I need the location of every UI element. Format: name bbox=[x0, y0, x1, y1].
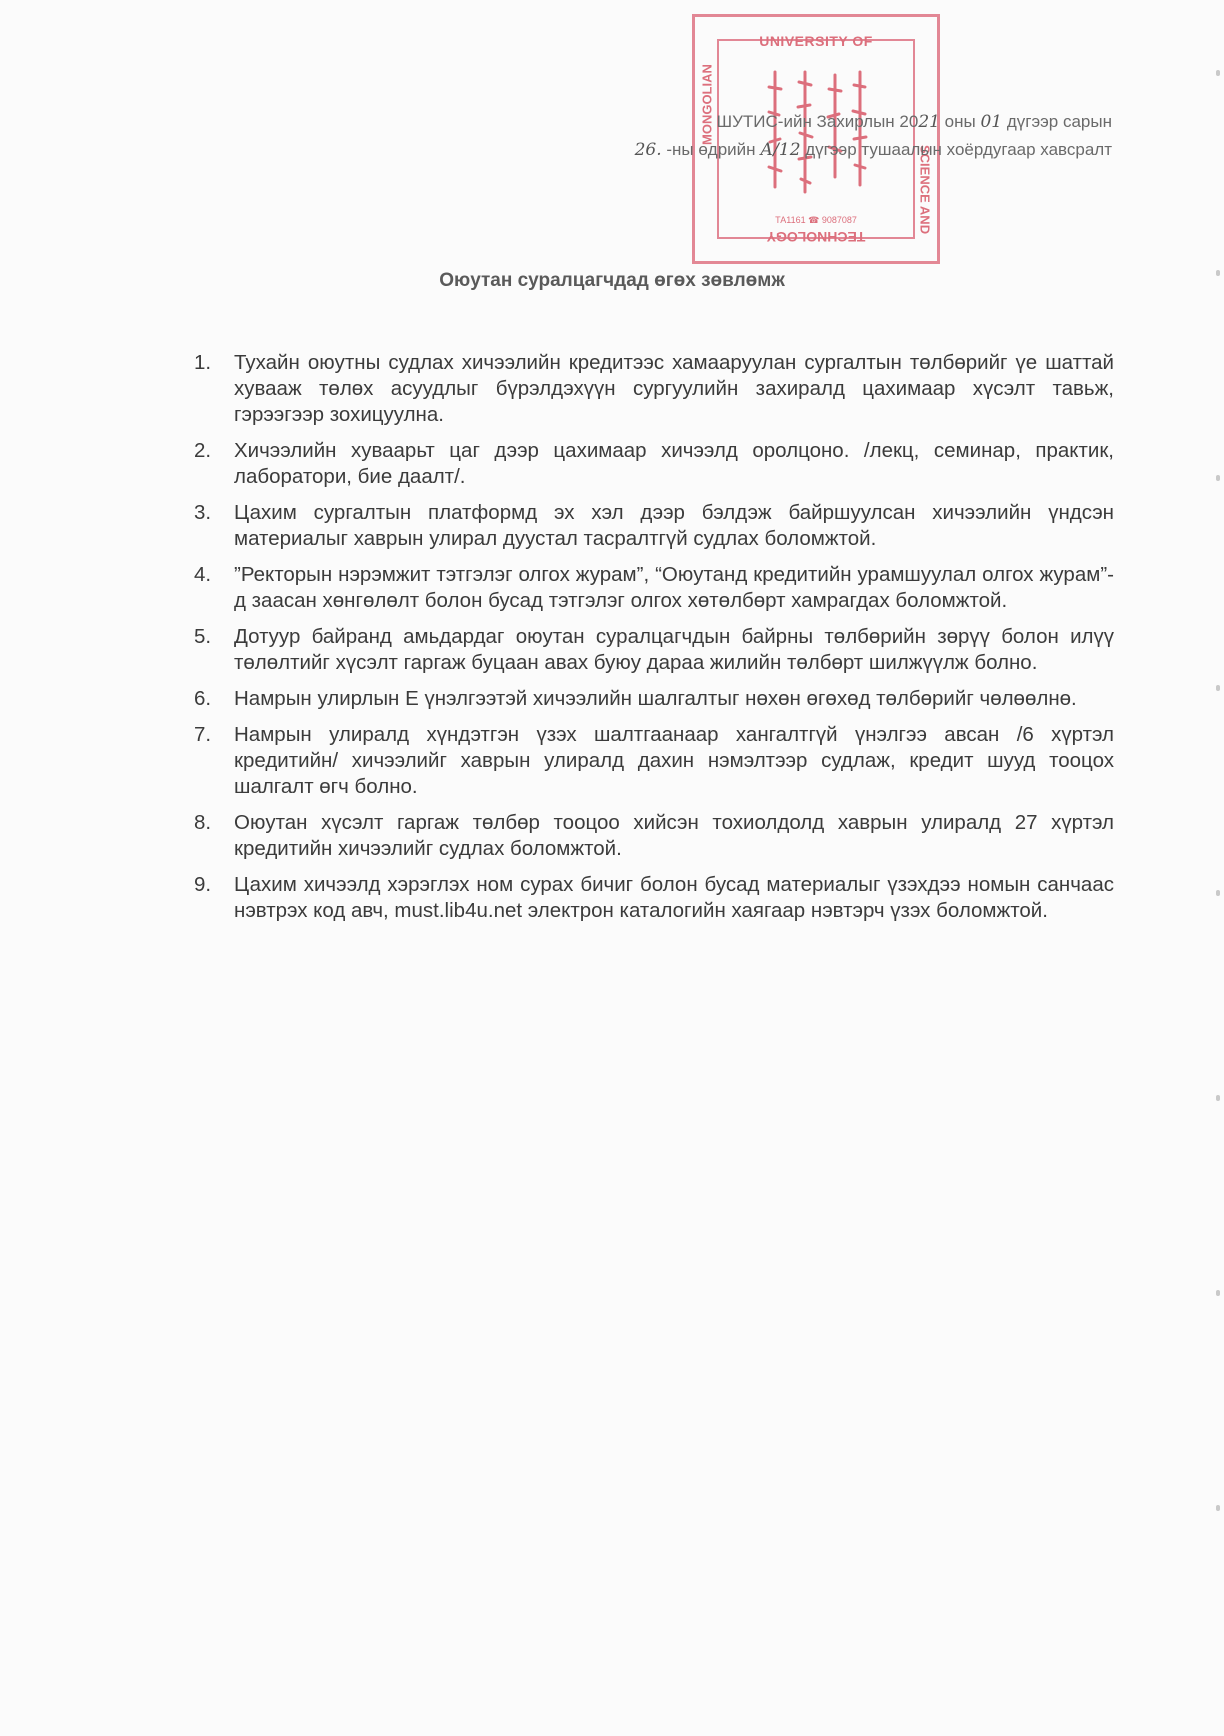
university-stamp: UNIVERSITY OF MONGOLIAN SCIENCE AND ТА1161 ☎ 9087087 TECHNOLOGY bbox=[692, 14, 940, 264]
item-text: Дотуур байранд амьдардаг оюутан суралцагчдын байрны төлбөрийн зөрүү болон илүү төлөлтийг хүсэлт гаргаж буцаан авах буюу дараа жилийн төлбөрт шилжүүлж болно. bbox=[234, 625, 1114, 674]
item-number: 3. bbox=[194, 501, 212, 524]
recommendation-list bbox=[194, 350, 1114, 934]
scan-mark bbox=[1216, 1095, 1220, 1101]
item-text: ”Ректорын нэрэмжит тэтгэлэг олгох журам”, “Оюутанд кредитийн урамшуулал олгох журам”-д заасан хөнгөлөлт болон бусад тэтгэлэг олгох хөтөлбөрт хамрагдах боломжтой. bbox=[234, 563, 1114, 612]
stamp-bottom-text: TECHNOLOGY bbox=[766, 229, 866, 245]
item-text: Оюутан хүсэлт гаргаж төлбөр тооцоо хийсэн тохиолдолд хаврын улиралд 27 хүртэл кредитийн хичээлийг судлах боломжтой. bbox=[234, 811, 1114, 860]
item-number: 7. bbox=[194, 723, 212, 746]
list-item bbox=[194, 810, 1114, 862]
scan-mark bbox=[1216, 685, 1220, 691]
scan-mark bbox=[1216, 890, 1220, 896]
list-item bbox=[194, 438, 1114, 490]
order-reference bbox=[635, 108, 1112, 164]
order-reference-line-2: 26. -ны өдрийн А/12 дүгээр тушаалын хоёрдугаар хавсралт bbox=[634, 140, 1112, 160]
list-item bbox=[194, 562, 1114, 614]
item-text: Цахим хичээлд хэрэглэх ном сурах бичиг болон бусад материалыг үзэхдээ номын санчаас нэвтрэх код авч, must.lib4u.net электрон каталогийн хаягаар нэвтэрч үзэх боломжтой. bbox=[234, 873, 1114, 922]
item-text: Цахим сургалтын платформд эх хэл дээр бэлдэж байршуулсан хичээлийн үндсэн материалыг хаврын улирал дуустал тасралтгүй судлах боломжтой. bbox=[234, 501, 1114, 550]
item-number: 1. bbox=[194, 351, 212, 374]
item-number: 4. bbox=[194, 563, 212, 586]
document-title: Оюутан суралцагчдад өгөх зөвлөмж bbox=[439, 270, 785, 291]
stamp-registry: ТА1161 ☎ 9087087 bbox=[775, 215, 857, 225]
scan-mark bbox=[1216, 1505, 1220, 1511]
scan-mark bbox=[1216, 1290, 1220, 1296]
scan-mark bbox=[1216, 270, 1220, 276]
list-item bbox=[194, 624, 1114, 676]
item-number: 5. bbox=[194, 625, 212, 648]
item-text: Намрын улирлын Е үнэлгээтэй хичээлийн шалгалтыг нөхөн өгөхөд төлбөрийг чөлөөлнө. bbox=[234, 687, 1077, 710]
list-item bbox=[194, 350, 1114, 428]
scan-mark bbox=[1216, 70, 1220, 76]
item-text: Намрын улиралд хүндэтгэн үзэх шалтгаанаар хангалтгүй үнэлгээ авсан /6 хүртэл кредитийн/ хичээлийг хаврын улиралд дахин нэмэлтээр судлаж, кредит шууд тооцох шалгалт өгч болно. bbox=[234, 723, 1114, 798]
handwritten-day: 26. bbox=[634, 140, 662, 160]
handwritten-year: 21 bbox=[918, 112, 940, 132]
item-number: 9. bbox=[194, 873, 212, 896]
item-number: 6. bbox=[194, 687, 212, 710]
list-item bbox=[194, 722, 1114, 800]
handwritten-month: 01 bbox=[980, 112, 1003, 132]
list-item bbox=[194, 686, 1114, 712]
order-reference-line-1: ШУТИС-ийн Захирлын 2021 оны 01 дүгээр сарын bbox=[716, 112, 1112, 132]
stamp-top-text: UNIVERSITY OF bbox=[759, 33, 873, 49]
handwritten-order-number: А/12 bbox=[760, 140, 801, 160]
scan-mark bbox=[1216, 475, 1220, 481]
item-number: 2. bbox=[194, 439, 212, 462]
list-item bbox=[194, 500, 1114, 552]
item-text: Тухайн оюутны судлах хичээлийн кредитээс хамааруулан сургалтын төлбөрийг үе шаттай хувааж төлөх асуудлыг бүрэлдэхүүн сургуулийн захиралд цахимаар хүсэлт тавьж, гэрээгээр зохицуулна. bbox=[234, 351, 1114, 426]
list-item bbox=[194, 872, 1114, 924]
item-number: 8. bbox=[194, 811, 212, 834]
item-text: Хичээлийн хуваарьт цаг дээр цахимаар хичээлд оролцоно. /лекц, семинар, практик, лаборатори, бие даалт/. bbox=[234, 439, 1114, 488]
